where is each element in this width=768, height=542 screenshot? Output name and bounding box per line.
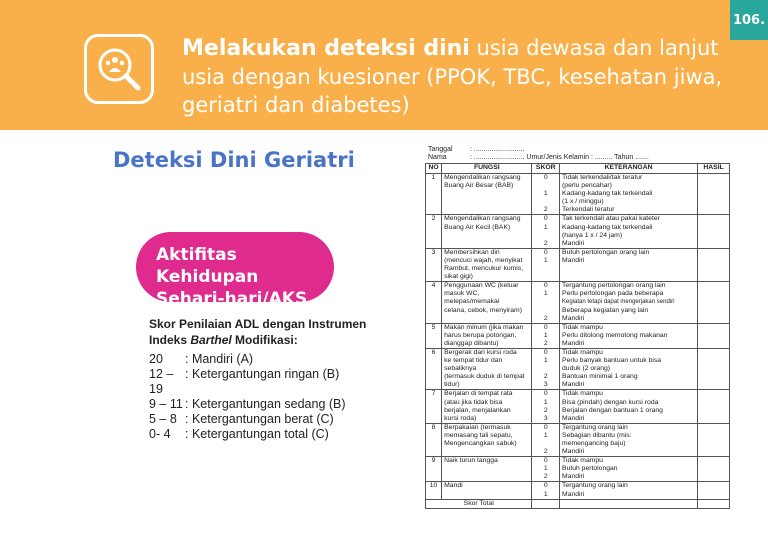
score-range: 9 – 11	[149, 397, 183, 411]
row-keterangan: Tidak mampu Butuh pertolongan Mandiri	[560, 457, 698, 482]
form-nama: Nama : .......................... Umur/Jenis Kelamin : ......... Tahun .......	[428, 154, 649, 161]
score-item	[149, 397, 346, 412]
score-item	[149, 427, 346, 442]
adl-form	[425, 146, 730, 509]
pill-line1: Aktifitas Kehidupan	[156, 245, 259, 287]
row-fungsi: Membersihkan diri (mencuci wajah, menyikat Rambut, mencukur kumis, sikat gigi)	[442, 248, 532, 281]
table-row	[426, 282, 730, 323]
table-row	[426, 248, 730, 281]
row-fungsi: Mengendalikan rangsang Buang Air Kecil (BAK)	[442, 215, 532, 248]
table-row	[426, 174, 730, 215]
row-fungsi: Makan minum (jika makan harus berupa potongan, dianggap dibantu)	[442, 323, 532, 348]
section-title: Deteksi Dini Geriatri	[113, 148, 355, 172]
total-cell	[532, 499, 560, 508]
title-rest: usia dewasa dan lanjut usia dengan kuesioner (PPOK, TBC, kesehatan jiwa, geriatri dan diabetes)	[182, 36, 723, 117]
row-fungsi: Berpakaian (termasuk memasang tali sepatu, Mengencangkan sabuk)	[442, 423, 532, 456]
page-number: 106.	[730, 0, 768, 40]
row-hasil	[698, 423, 730, 456]
table-row	[426, 482, 730, 499]
score-range: 20	[149, 352, 163, 366]
total-row	[426, 499, 730, 508]
row-fungsi: Naik turun tangga	[442, 457, 532, 482]
pill-line2: Sehari-hari/AKS	[156, 289, 308, 309]
score-desc: : Ketergantungan ringan (B)	[185, 367, 340, 381]
row-keterangan: Tergantung orang lain Mandiri	[560, 482, 698, 499]
score-item	[149, 352, 346, 367]
row-hasil	[698, 174, 730, 215]
row-keterangan: Tidak mampu Bisa (pindah) dengan kursi roda Berjalan dengan bantuan 1 orang Mandiri	[560, 390, 698, 423]
score-range: 0- 4	[149, 427, 171, 441]
adl-table	[425, 163, 730, 509]
row-keterangan: Tidak terkendali/tak teratur (perlu pencahar) Kadang-kadang tak terkendali (1 x / minggu) Terkendali teratur	[560, 174, 698, 215]
row-number: 9	[426, 457, 442, 482]
table-row	[426, 457, 730, 482]
instrument-line1: Skor Penilaian ADL dengan Instrumen	[149, 317, 367, 331]
row-keterangan: Tak terkendali atau pakai kateter Kadang-kadang tak terkendali (hanya 1 x / 24 jam) Mandiri	[560, 215, 698, 248]
table-row	[426, 348, 730, 389]
row-hasil	[698, 282, 730, 323]
score-item	[149, 367, 346, 397]
table-row	[426, 390, 730, 423]
row-skor: 0 1 2 3	[532, 348, 560, 389]
header-banner	[0, 0, 768, 130]
row-fungsi: Penggunaan WC (keluar masuk WC, melepas/memakai celana, cebok, menyiram)	[442, 282, 532, 323]
aks-pill	[136, 232, 334, 309]
row-hasil	[698, 390, 730, 423]
row-number: 10	[426, 482, 442, 499]
row-hasil	[698, 482, 730, 499]
page-title	[182, 34, 742, 119]
row-skor: 0 1 2	[532, 423, 560, 456]
row-number: 5	[426, 323, 442, 348]
form-tanggal: Tanggal : ..........................	[428, 146, 525, 153]
row-number: 7	[426, 390, 442, 423]
score-list	[149, 352, 346, 442]
row-skor: 0 1 2	[532, 215, 560, 248]
score-range: 12 – 19	[149, 367, 174, 396]
row-fungsi: Berjalan di tempat rata (atau jika tidak bisa berjalan, menjalankan kursi roda)	[442, 390, 532, 423]
row-skor: 0 1 2	[532, 323, 560, 348]
row-keterangan: Butuh pertolongan orang lain Mandiri	[560, 248, 698, 281]
row-keterangan: Tergantung orang lain Sebagian dibantu (mis: memengancing baju) Mandiri	[560, 423, 698, 456]
score-range: 5 – 8	[149, 412, 177, 426]
row-number: 8	[426, 423, 442, 456]
score-desc: : Ketergantungan sedang (B)	[185, 397, 346, 411]
instrument-line2: Indeks Barthel Modifikasi:	[149, 333, 298, 347]
row-fungsi: Mandi	[442, 482, 532, 499]
score-desc: : Ketergantungan berat (C)	[185, 412, 334, 426]
row-number: 2	[426, 215, 442, 248]
total-label: Skor Total	[426, 499, 532, 508]
row-hasil	[698, 248, 730, 281]
row-skor: 0 1	[532, 482, 560, 499]
title-bold: Melakukan deteksi dini	[182, 36, 470, 61]
table-row	[426, 423, 730, 456]
row-fungsi: Bergerak dari kursi roda ke tempat tidur dan sebaliknya (termasuk duduk di tempat tidur)	[442, 348, 532, 389]
row-number: 1	[426, 174, 442, 215]
row-hasil	[698, 215, 730, 248]
row-number: 4	[426, 282, 442, 323]
table-header: FUNGSI	[442, 164, 532, 174]
table-header: HASIL	[698, 164, 730, 174]
instrument-heading	[149, 316, 366, 348]
magnifier-people-icon	[84, 34, 154, 104]
score-item	[149, 412, 346, 427]
total-cell	[560, 499, 698, 508]
table-row	[426, 215, 730, 248]
row-keterangan: Tidak mampu Perlu banyak bantuan untuk bisa duduk (2 orang) Bantuan minimal 1 orang Mandiri	[560, 348, 698, 389]
total-cell	[698, 499, 730, 508]
row-fungsi: Mengendalikan rangsang Buang Air Besar (BAB)	[442, 174, 532, 215]
row-hasil	[698, 457, 730, 482]
row-hasil	[698, 348, 730, 389]
table-header: NO	[426, 164, 442, 174]
row-skor: 0 1 2	[532, 457, 560, 482]
row-skor: 0 1 2	[532, 174, 560, 215]
row-number: 3	[426, 248, 442, 281]
row-skor: 0 1	[532, 248, 560, 281]
table-header: KETERANGAN	[560, 164, 698, 174]
row-skor: 0 1 2	[532, 282, 560, 323]
row-number: 6	[426, 348, 442, 389]
table-row	[426, 323, 730, 348]
table-header: SKOR	[532, 164, 560, 174]
score-desc: : Ketergantungan total (C)	[185, 427, 329, 441]
score-desc: : Mandiri (A)	[185, 352, 254, 366]
row-skor: 0 1 2 3	[532, 390, 560, 423]
row-hasil	[698, 323, 730, 348]
row-keterangan: Tidak mampu Perlu ditolong memotong makanan Mandiri	[560, 323, 698, 348]
row-keterangan: Tergantung pertolongan orang lain Perlu pertolongan pada beberapa Kegiatan tetapi dapat mengerjakan sendiri Beberapa kegiatan yang lain Mandiri	[560, 282, 698, 323]
